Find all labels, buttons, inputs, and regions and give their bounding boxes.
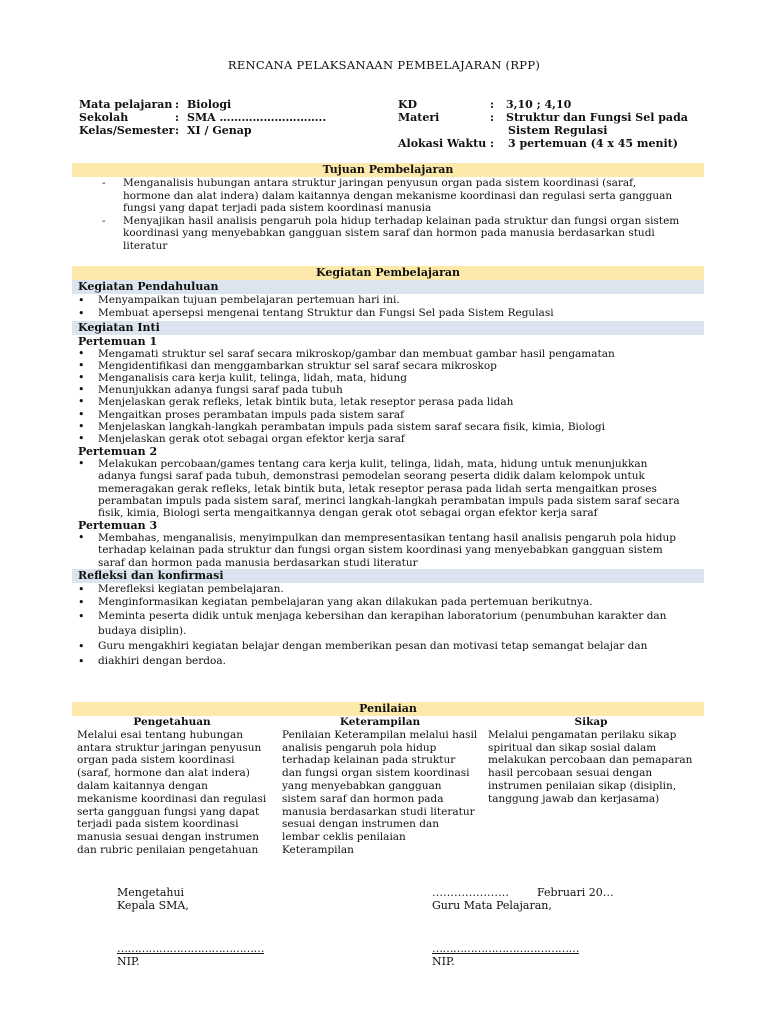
dash-marker: - — [102, 177, 106, 189]
signature-line: …………………………………… — [117, 942, 264, 955]
column-head: Sikap — [574, 716, 608, 728]
list-item: • Menganalisis cara kerja kulit, telinga, lidah, mata, hidung — [72, 372, 704, 384]
kegiatan-header: Kegiatan Pembelajaran — [72, 266, 704, 280]
meta-alokasi — [398, 137, 698, 150]
sign-line: Kepala SMA, — [117, 899, 189, 912]
list-item: • Menunjukkan adanya fungsi saraf pada tubuh — [72, 384, 704, 396]
column-head: Keterampilan — [339, 716, 421, 728]
meta-materi — [398, 111, 698, 124]
signature-right — [432, 886, 614, 968]
list-item: • diakhiri dengan berdoa. — [72, 654, 704, 669]
sign-line: ………………… Februari 20… — [432, 886, 614, 899]
meta-value: Struktur dan Fungsi Sel pada — [506, 111, 688, 124]
meta-sep: : — [490, 98, 495, 111]
tujuan-header: Tujuan Pembelajaran — [72, 163, 704, 177]
kegiatan-section — [72, 266, 704, 669]
list-item: • Menjelaskan gerak refleks, letak bintik buta, letak reseptor perasa pada lidah — [72, 396, 704, 408]
meta-sep: : — [175, 98, 180, 111]
list-item: • Merefleksi kegiatan pembelajaran. — [72, 583, 704, 596]
meta-mata-pelajaran — [79, 98, 326, 111]
column-text: Penilaian Keterampilan melalui hasil analisis pengaruh pola hidup terhadap kelainan pada struktur dan fungsi organ sistem koordinasi yang menyebabkan gangguan sistem saraf dan hormon pada manusia berdasarkan studi literatur sesuai dengan instrumen dan lembar ceklis penilaian Keterampilan — [282, 728, 478, 856]
tujuan-item-text: Menyajikan hasil analisis pengaruh pola hidup terhadap kelainan pada struktur dan fungsi organ sistem koordinasi yang menyebabkan gangguan sistem saraf dan hormon pada manusia berdasarkan studi literatur — [123, 214, 680, 252]
penilaian-columns — [72, 716, 704, 876]
list-item: • Membuat apersepsi mengenai tentang Struktur dan Fungsi Sel pada Sistem Regulasi — [72, 307, 704, 320]
meta-sep: : — [175, 111, 180, 124]
meta-kelas-semester — [79, 124, 326, 137]
refleksi-header: Refleksi dan konfirmasi — [72, 569, 704, 583]
meta-label: Sekolah — [79, 111, 129, 124]
pertemuan-2-header: Pertemuan 2 — [78, 445, 158, 459]
meta-materi-cont — [398, 124, 698, 137]
pertemuan-3-header: Pertemuan 3 — [78, 519, 158, 533]
meta-sekolah — [79, 111, 326, 124]
meta-value: Biologi — [187, 98, 232, 111]
column-head: Pengetahuan — [133, 716, 211, 728]
penilaian-keterampilan — [282, 716, 478, 857]
tujuan-section — [72, 163, 704, 253]
dash-marker: - — [102, 214, 106, 227]
tujuan-item — [72, 215, 704, 253]
meta-sep: : — [175, 124, 180, 137]
pendahuluan-header: Kegiatan Pendahuluan — [72, 280, 704, 294]
list-item: • Mengamati struktur sel saraf secara mikroskop/gambar dan membuat gambar hasil pengamatan — [72, 348, 704, 360]
signature-line: …………………………………… — [432, 942, 579, 955]
column-text: Melalui esai tentang hubungan antara struktur jaringan penyusun organ pada sistem koordinasi (saraf, hormone dan alat indera) dalam kaitannya dengan mekanisme koordinasi dan regulasi serta gangguan fungsi yang dapat terjadi pada sistem koordinasi manusia sesuai dengan instrumen dan rubric penilaian pengetahuan — [77, 728, 267, 856]
meta-value: XI / Genap — [187, 124, 252, 137]
tujuan-item-text: Menganalisis hubungan antara struktur jaringan penyusun organ pada sistem koordinasi (saraf, hormone dan alat indera) dalam kaitannya dengan mekanisme koordinasi dan regulasi serta gangguan fungsi yang dapat terjadi pada sistem koordinasi manusia — [123, 177, 673, 215]
meta-label: Kelas/Semester — [79, 124, 175, 137]
sign-line: Mengetahui — [117, 886, 185, 899]
signature-left — [117, 886, 264, 968]
nip-label: NIP. — [432, 955, 455, 968]
list-item: • Menjelaskan gerak otot sebagai organ efektor kerja saraf — [72, 433, 704, 445]
penilaian-header: Penilaian — [72, 702, 704, 716]
meta-label: Materi — [398, 111, 440, 124]
document-title: RENCANA PELAKSANAAN PEMBELAJARAN (RPP) — [227, 58, 541, 72]
meta-value: 3,10 ; 4,10 — [506, 98, 572, 111]
meta-label: Mata pelajaran — [79, 98, 173, 111]
list-item: • Membahas, menganalisis, menyimpulkan dan mempresentasikan tentang hasil analisis pengaruh pola hidup terhadap kelainan pada struktur dan fungsi organ sistem koordinasi yang menyebabkan gangguan sistem saraf dan hormon pada manusia berdasarkan studi literatur — [72, 532, 704, 569]
meta-value: SMA ……………………….. — [187, 111, 327, 124]
nip-label: NIP. — [117, 955, 140, 968]
meta-label: Alokasi Waktu : — [398, 137, 495, 150]
meta-value: 3 pertemuan (4 x 45 menit) — [508, 137, 678, 150]
meta-left — [79, 98, 326, 137]
meta-kd — [398, 98, 698, 111]
column-text: Melalui pengamatan perilaku sikap spiritual dan sikap sosial dalam melakukan percobaan dan pemaparan hasil percobaan sesuai dengan instrumen penilaian sikap (disiplin, tanggung jawab dan kerjasama) — [488, 728, 693, 805]
tujuan-item — [72, 177, 704, 215]
list-item: • Mengidentifikasi dan menggambarkan struktur sel saraf secara mikroskop — [72, 360, 704, 372]
meta-value: Sistem Regulasi — [508, 124, 608, 137]
list-item: • Menjelaskan langkah-langkah perambatan impuls pada sistem saraf secara fisik, kimia, Biologi — [72, 421, 704, 433]
meta-label: KD — [398, 98, 418, 111]
list-item: • Menyampaikan tujuan pembelajaran pertemuan hari ini. — [72, 294, 704, 307]
list-item: • Melakukan percobaan/games tentang cara kerja kulit, telinga, lidah, mata, hidung untuk menunjukkan adanya fungsi saraf pada tubuh, demonstrasi pemodelan seorang peserta didik dalam kelompok untuk memeragakan gerak refleks, letak bintik buta, letak reseptor perasa pada lidah serta mengaitkan proses perambatan impuls pada sistem saraf, merinci langkah-langkah perambatan impuls pada sistem saraf secara fisik, kimia, Biologi serta mengaitkannya dengan gerak otot sebagai organ efektor kerja saraf — [72, 458, 704, 519]
sign-line: Guru Mata Pelajaran, — [432, 899, 552, 912]
list-item: • Guru mengakhiri kegiatan belajar dengan memberikan pesan dan motivasi tetap semangat belajar dan — [72, 639, 704, 654]
penilaian-pengetahuan — [77, 716, 267, 857]
meta-sep: : — [490, 111, 495, 124]
inti-header: Kegiatan Inti — [72, 321, 704, 335]
penilaian-section — [72, 702, 704, 716]
meta-right — [398, 98, 698, 150]
pertemuan-1-header: Pertemuan 1 — [78, 334, 158, 348]
list-item: • Meminta peserta didik untuk menjaga kebersihan dan kerapihan laboratorium (penumbuhan karakter dan budaya disiplin). — [72, 609, 704, 639]
list-item: • Mengaitkan proses perambatan impuls pada sistem saraf — [72, 409, 704, 421]
penilaian-sikap — [488, 716, 694, 806]
list-item: • Menginformasikan kegiatan pembelajaran yang akan dilakukan pada pertemuan berikutnya. — [72, 596, 704, 609]
